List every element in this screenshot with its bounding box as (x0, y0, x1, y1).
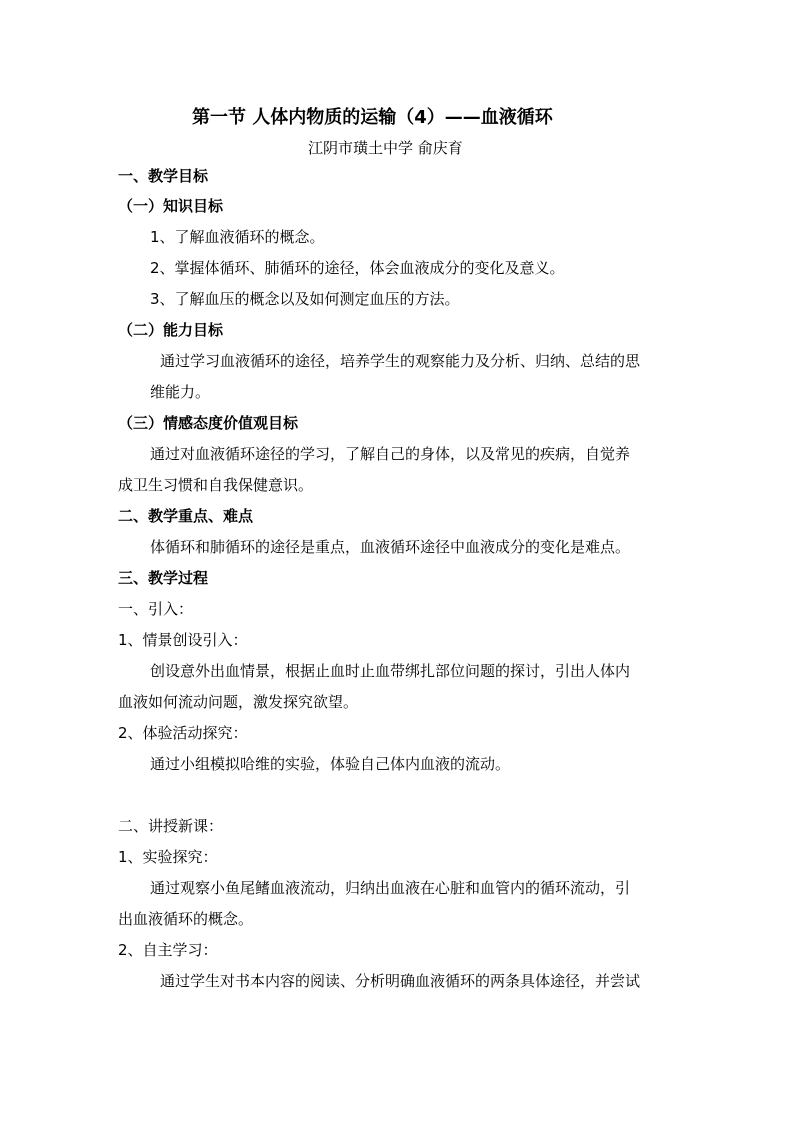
subsection-heading-ability: （二）能力目标 (118, 321, 224, 339)
paragraph-line: 通过学生对书本内容的阅读、分析明确血液循环的两条具体途径，并尝试 (160, 972, 641, 990)
paragraph-line: 维能力。 (150, 383, 211, 401)
paragraph-line: 体循环和肺循环的途径是重点，血液循环途径中血液成分的变化是难点。 (150, 538, 631, 556)
author-line: 江阴市璜土中学 俞庆育 (308, 139, 463, 157)
document-title: 第一节 人体内物质的运输（4）——血液循环 (192, 107, 553, 128)
paragraph-line: 创设意外出血情景，根据止血时止血带绑扎部位问题的探讨，引出人体内 (150, 662, 631, 680)
process-substep-heading: 2、自主学习： (118, 941, 218, 959)
paragraph-line: 通过观察小鱼尾鳍血液流动，归纳出血液在心脏和血管内的循环流动，引 (150, 879, 631, 897)
process-substep-heading: 1、情景创设引入： (118, 631, 248, 649)
paragraph-line: 通过学习血液循环的途径，培养学生的观察能力及分析、归纳、总结的思 (160, 352, 641, 370)
paragraph-line: 血液如何流动问题，激发探究欲望。 (118, 693, 359, 711)
process-step-heading: 二、讲授新课： (118, 817, 224, 835)
paragraph-line: 通过对血液循环途径的学习，了解自己的身体，以及常见的疾病，自觉养 (150, 445, 631, 463)
paragraph-line: 成卫生习惯和自我保健意识。 (118, 476, 314, 494)
subsection-heading-emotion: （三）情感态度价值观目标 (118, 414, 299, 432)
section-heading-key-points: 二、教学重点、难点 (118, 507, 254, 525)
knowledge-item: 1、了解血液循环的概念。 (150, 228, 325, 246)
section-heading-objectives: 一、教学目标 (118, 167, 209, 185)
paragraph-line: 通过小组模拟哈维的实验，体验自己体内血液的流动。 (150, 755, 511, 773)
process-substep-heading: 1、实验探究： (118, 848, 218, 866)
subsection-heading-knowledge: （一）知识目标 (118, 197, 224, 215)
section-heading-process: 三、教学过程 (118, 569, 209, 587)
knowledge-item: 2、掌握体循环、肺循环的途径，体会血液成分的变化及意义。 (150, 259, 565, 277)
process-substep-heading: 2、体验活动探究： (118, 724, 248, 742)
knowledge-item: 3、了解血压的概念以及如何测定血压的方法。 (150, 290, 460, 308)
paragraph-line: 出血液循环的概念。 (118, 910, 254, 928)
process-step-heading: 一、引入： (118, 600, 194, 618)
